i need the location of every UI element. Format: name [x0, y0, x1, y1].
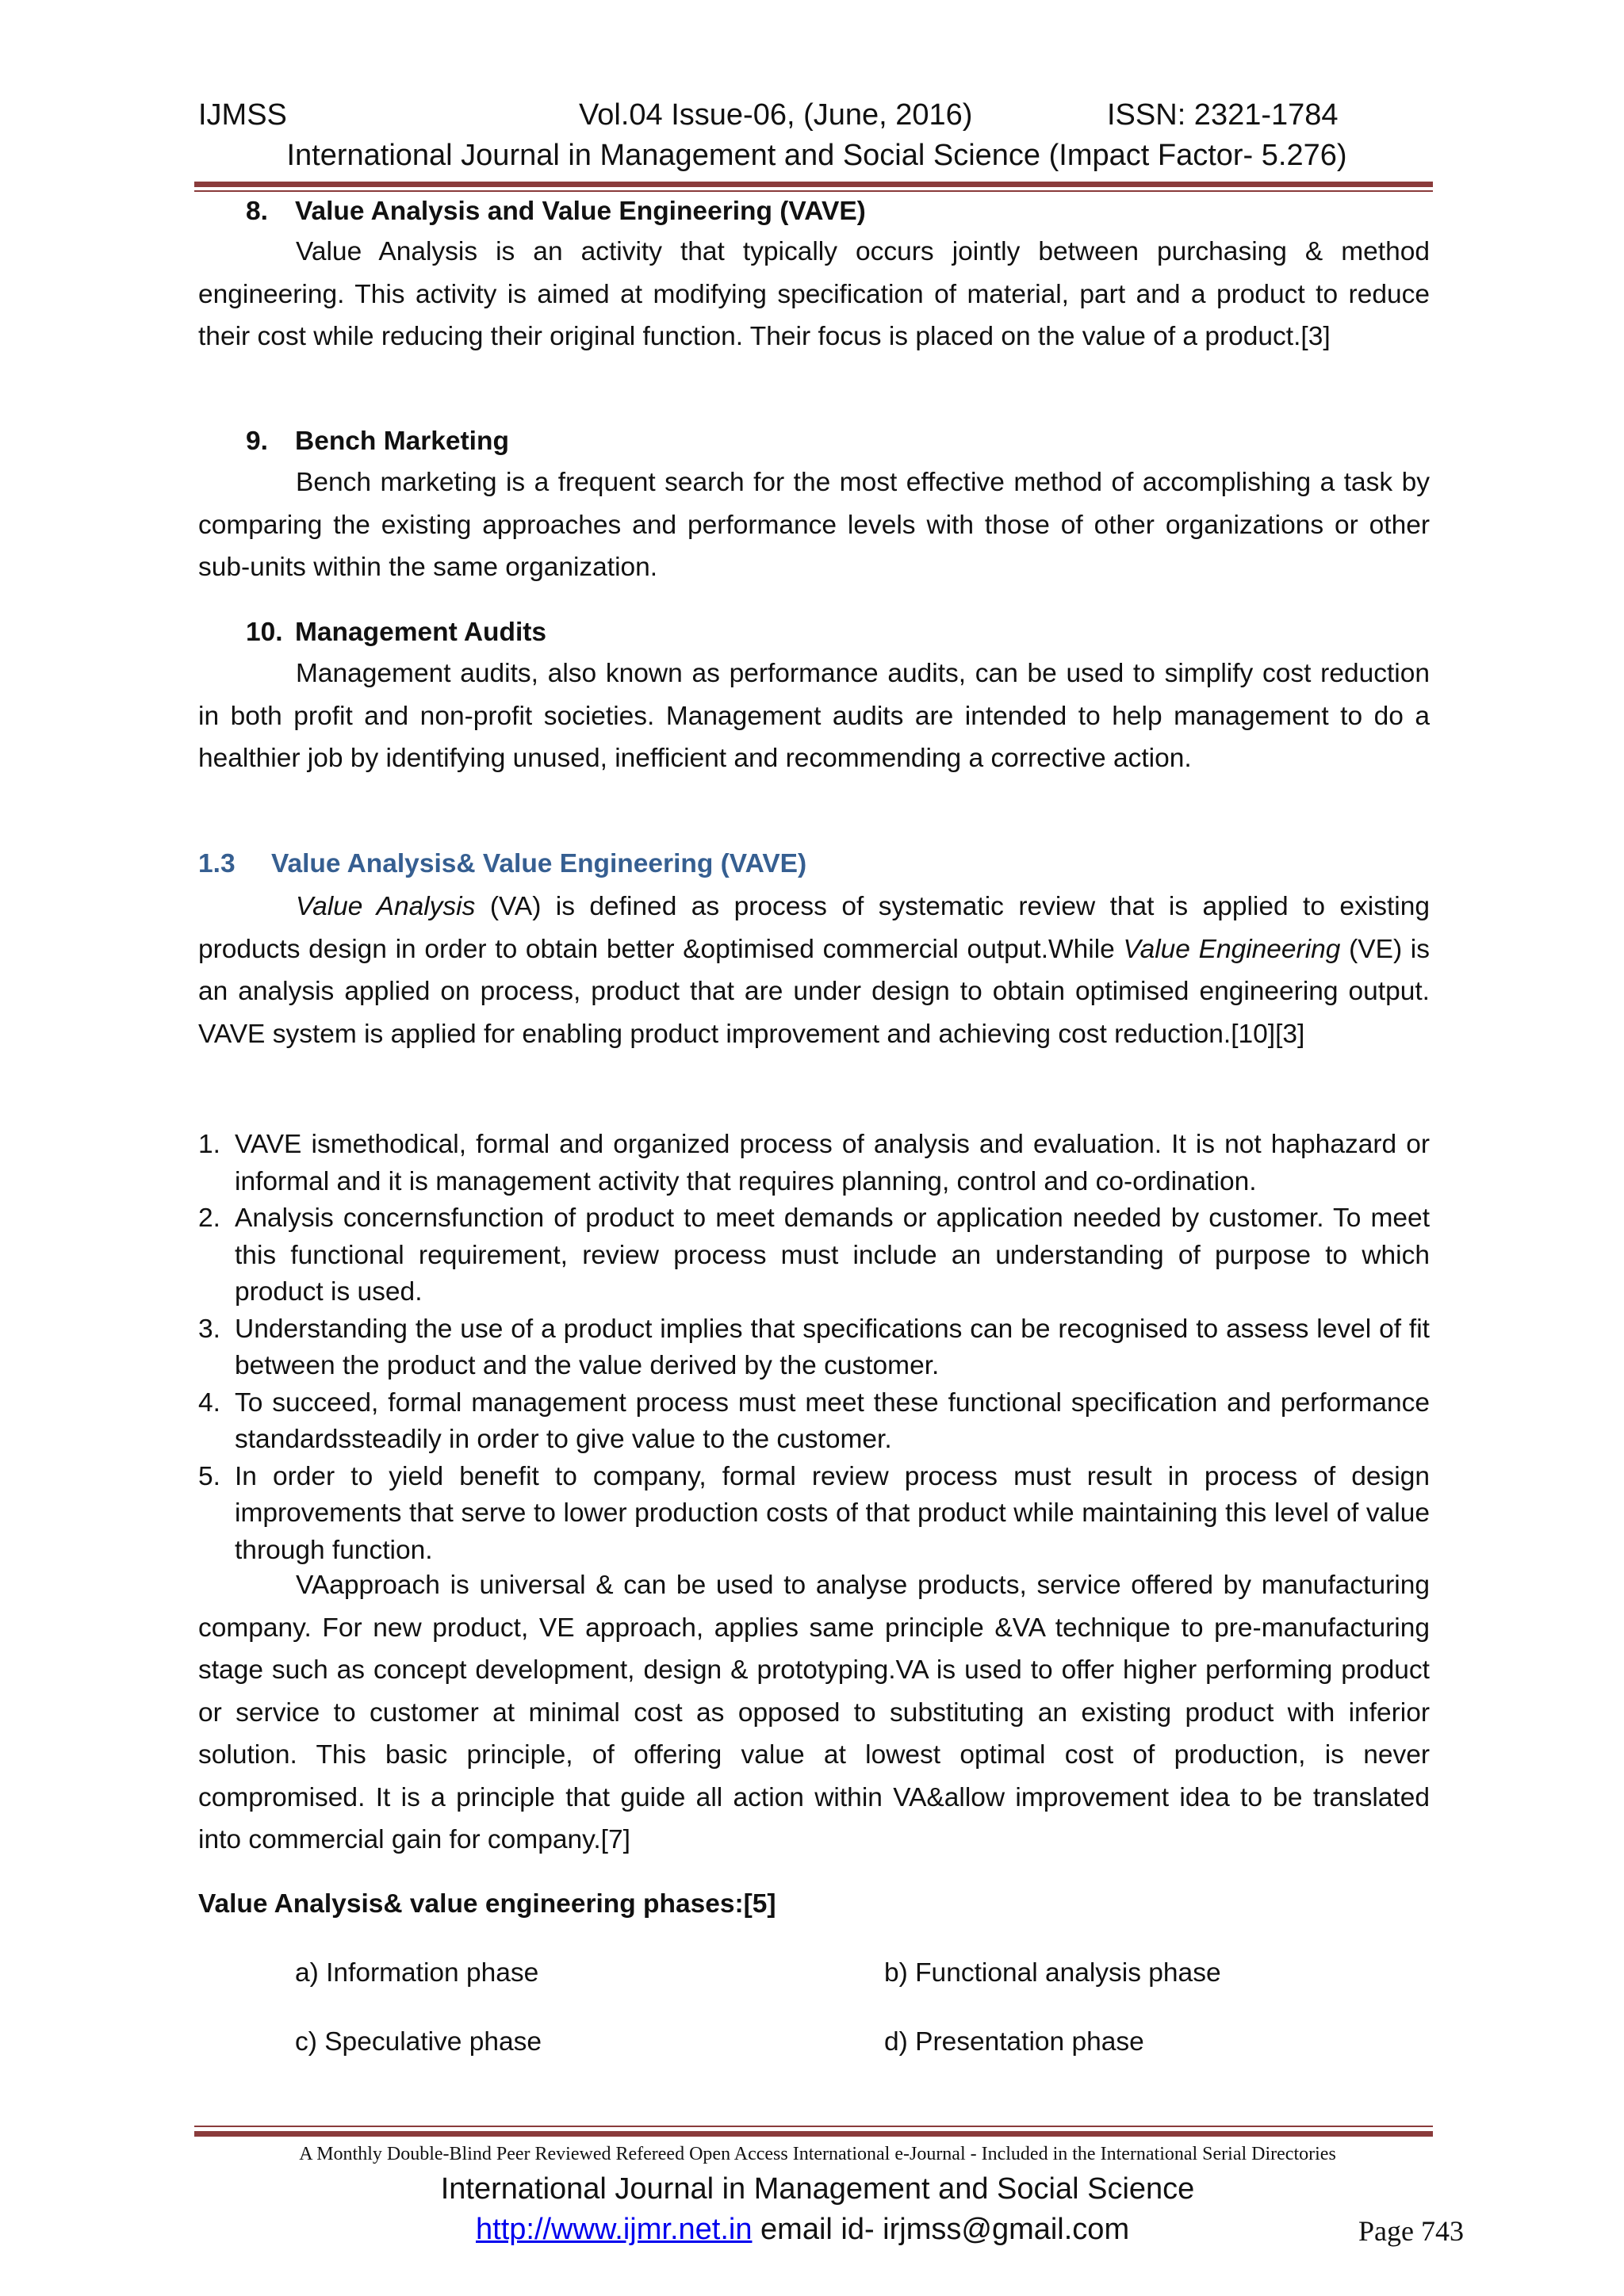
phase-information: a) Information phase [295, 1958, 539, 1988]
footer-journal: International Journal in Management and Social Science [440, 2172, 1195, 2206]
footer-email: email id- irjmss@gmail.com [752, 2213, 1130, 2246]
phases-title: Value Analysis& value engineering phases:[5] [198, 1889, 776, 1919]
list-item: 4. To succeed, formal management process must meet these functional specification and performance standardssteadily in order to give value to the customer. [198, 1387, 1430, 1454]
footer-tagline: A Monthly Double-Blind Peer Reviewed Refereed Open Access International e-Journal - Included in the International Serial Directories [299, 2144, 1336, 2164]
section-body-10: Management audits, also known as performance audits, can be used to simplify cost reduction in both profit and non-profit societies. Management audits are intended to help management to do a healthier job by identifying unused, inefficient and recommending a corrective action. [198, 659, 1430, 773]
phase-speculative: c) Speculative phase [295, 2027, 542, 2057]
phase-presentation: d) Presentation phase [884, 2027, 1144, 2057]
footer-contact [476, 2213, 1129, 2247]
page: IJMSS Vol.04 Issue-06, (June, 2016) ISSN: 2321-1784 International Journal in Management and Social Science (Impact Factor- 5.276) 8. Value Analysis and Value Engineering (VAVE) Value Analysis is an activity that typically occurs jointly between purchasing & method engineering. This activity is aimed at modifying specification of material, part and a product to reduce their cost while reducing their original function. Their focus is placed on the value of a product.[3] 9. Bench Marketing Bench marketing is a frequent search for the most effective method of accomplishing a task by comparing the existing approaches and performance levels with those of other organizations or other sub-units within the same organization. 10. Management Audits Management audits, also known as performance audits, can be used to simplify cost reduction in both profit and non-profit societies. Management audits are intended to help management to do a healthier job by identifying unused, inefficient and recommending a corrective action. 1.3 Value Analysis& Value Engineering (VAVE) Value Analysis (VA) is defined as process of systematic review that is applied to existing products design in order to obtain better &optimised commercial output.While Value Engineering (VE) is an analysis applied on process, product that are under design to obtain optimised engineering output. VAVE system is applied for enabling product improvement and achieving cost reduction.[10][3] 1. VAVE ismethodical, formal and organized process of analysis and evaluation. It is not haphazard or informal and it is management activity that requires planning, control and co-ordination. 2. Analysis concernsfunction of product to meet demands or application needed by customer. To meet this functional requirement, review process must include an understanding of purpose to which product is used. 3. Understanding the use of a product implies that specifications can be recognised to assess level of fit between the product and the value derived by the customer. 4. To succeed, formal management process must meet these functional specification and performance standardssteadily in order to give value to the customer. 5. In order to yield benefit to company, formal review process must result in process of design improvements that serve to lower production costs of that product while maintaining this level of value through function. VAapproach is universal & can be used to analyse products, service offered by manufacturing company. For new product, VE approach, applies same principle &VA technique to pre-manufacturing stage such as concept development, design & prototyping.VA is used to offer higher performing product or service to customer at minimal cost as opposed to substituting an existing product with inferior solution. This basic principle, of offering value at lowest optimal cost of production, is never compromised. It is a principle that guide all action within VA&allow improvement idea to be translated into commercial gain for company.[7] Value Analysis& value engineering phases:[5] a) Information phase b) Functional analysis phase c) Speculative phase d) Presentation phase A Monthly Double-Blind Peer Reviewed Refereed Open Access International e-Journal - Included in the International Serial Directories International Journal in Management and Social Science http://www.ijmr.net.in email id- irjmss@gmail.com Page 743 [0, 0, 1624, 2296]
journal-abbr: IJMSS [198, 98, 287, 132]
list-item: 1. VAVE ismethodical, formal and organized process of analysis and evaluation. It is not haphazard or informal and it is management activity that requires planning, control and co-ordination. [198, 1130, 1430, 1196]
journal-full-title: International Journal in Management and Social Science (Impact Factor- 5.276) [286, 139, 1347, 172]
section-body-8: Value Analysis is an activity that typically occurs jointly between purchasing & method engineering. This activity is aimed at modifying specification of material, part and a product to reduce their cost while reducing their original function. Their focus is placed on the value of a product.[3] [198, 237, 1430, 351]
page-number: Page 743 [1358, 2215, 1464, 2247]
header-rule [194, 182, 1433, 187]
list-item: 2. Analysis concernsfunction of product to meet demands or application needed by customer. To meet this functional requirement, review process must include an understanding of purpose to which product is used. [198, 1203, 1430, 1307]
section-body-9: Bench marketing is a frequent search for the most effective method of accomplishing a task by comparing the existing approaches and performance levels with those of other organizations or other sub-units within the same organization. [198, 468, 1430, 582]
vave-principles-list [198, 1127, 1430, 1569]
phase-functional-analysis: b) Functional analysis phase [884, 1958, 1221, 1988]
list-item: 3. Understanding the use of a product implies that specifications can be recognised to assess level of fit between the product and the value derived by the customer. [198, 1314, 1430, 1380]
journal-url-link[interactable]: http://www.ijmr.net.in [476, 2213, 753, 2246]
term-value-engineering: Value Engineering [1123, 934, 1341, 964]
header-rule-thin [194, 190, 1433, 192]
list-item: 5. In order to yield benefit to company, formal review process must result in process of design improvements that serve to lower production costs of that product while maintaining this level of value through function. [198, 1461, 1430, 1565]
footer-rule [194, 2131, 1433, 2137]
term-value-analysis: Value Analysis [296, 892, 476, 921]
footer-rule-thin [194, 2126, 1433, 2127]
issn: ISSN: 2321-1784 [1107, 98, 1339, 132]
volume-issue: Vol.04 Issue-06, (June, 2016) [579, 98, 973, 132]
running-header [198, 98, 1339, 138]
vave-intro: Value Analysis (VA) is defined as process of systematic review that is applied to existing products design in order to obtain better &optimised commercial output.While Value Engineering (VE) is an analysis applied on process, product that are under design to obtain optimised engineering output. VAVE system is applied for enabling product improvement and achieving cost reduction.[10][3] [198, 892, 1431, 1049]
vave-closing-paragraph: VAapproach is universal & can be used to analyse products, service offered by manufacturing company. For new product, VE approach, applies same principle &VA technique to pre-manufacturing stage such as concept development, design & prototyping.VA is used to offer higher performing product or service to customer at minimal cost as opposed to substituting an existing product with inferior solution. This basic principle, of offering value at lowest optimal cost of production, is never compromised. It is a principle that guide all action within VA&allow improvement idea to be translated into commercial gain for company.[7] [198, 1571, 1430, 1854]
